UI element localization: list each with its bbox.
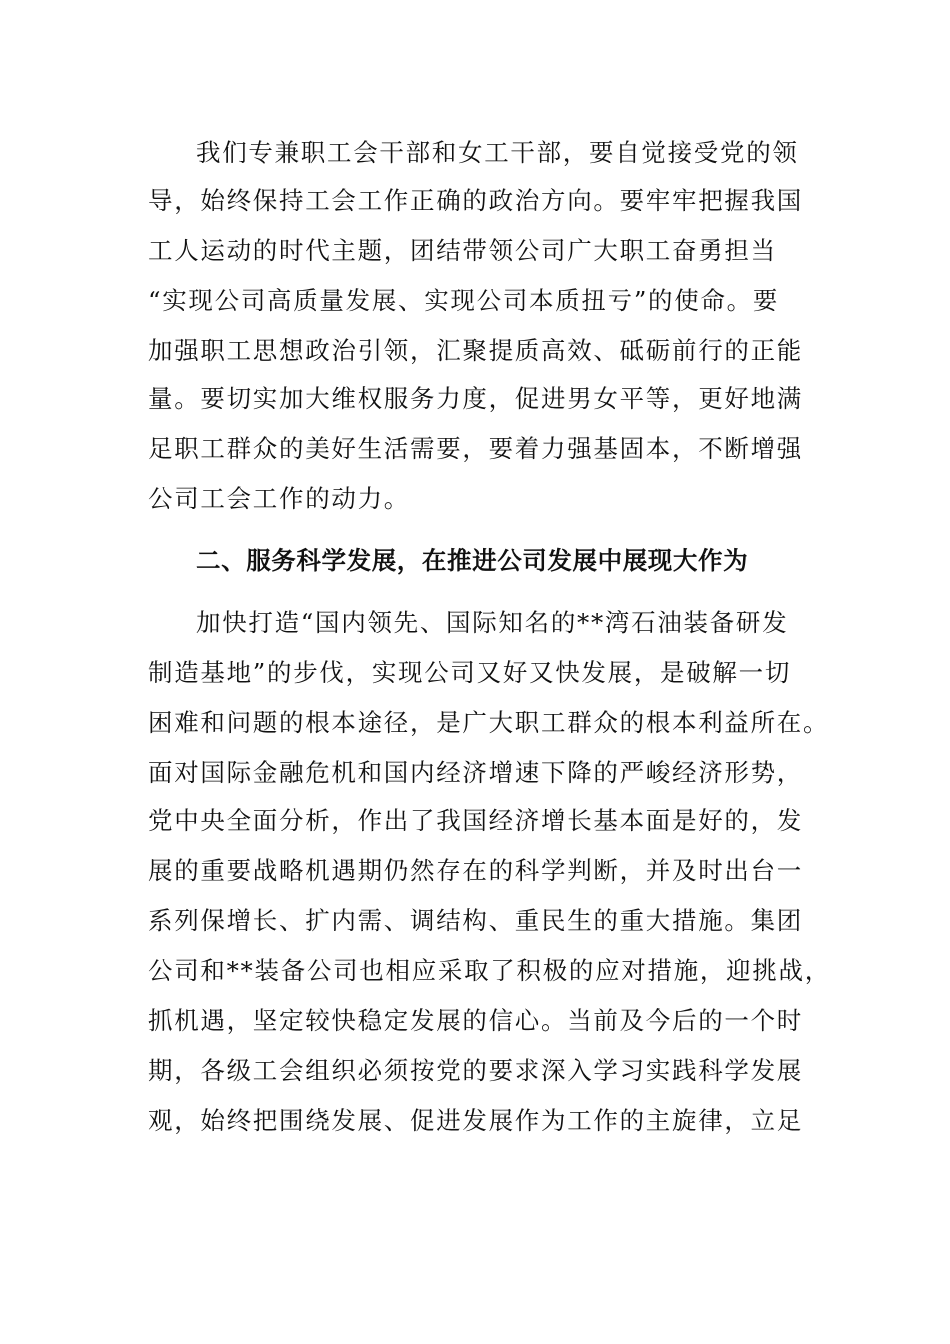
paragraph-2-line-5: 党中央全面分析，作出了我国经济增长基本面是好的，发 bbox=[148, 806, 803, 835]
paragraph-1-line-6: 量。要切实加大维权服务力度，促进男女平等，更好地满 bbox=[148, 384, 803, 413]
paragraph-2-line-8: 公司和**装备公司也相应采取了积极的应对措施，迎挑战， bbox=[148, 956, 831, 985]
paragraph-1-line-2: 导，始终保持工会工作正确的政治方向。要牢牢把握我国 bbox=[148, 186, 803, 215]
paragraph-2-line-3: 困难和问题的根本途径，是广大职工群众的根本利益所在。 bbox=[148, 708, 830, 737]
paragraph-2-line-2: 制造基地”的步伐，实现公司又好又快发展，是破解一切 bbox=[148, 658, 792, 687]
paragraph-1-line-1: 我们专兼职工会干部和女工干部，要自觉接受党的领 bbox=[196, 138, 799, 167]
paragraph-1-line-3: 工人运动的时代主题，团结带领公司广大职工奋勇担当 bbox=[148, 236, 777, 265]
paragraph-2-line-11: 观，始终把围绕发展、促进发展作为工作的主旋律，立足 bbox=[148, 1106, 803, 1135]
paragraph-2-line-4: 面对国际金融危机和国内经济增速下降的严峻经济形势， bbox=[148, 758, 803, 787]
paragraph-1-line-4: “实现公司高质量发展、实现公司本质扭亏”的使命。要 bbox=[148, 286, 780, 315]
paragraph-2-line-10: 期，各级工会组织必须按党的要求深入学习实践科学发展 bbox=[148, 1056, 803, 1085]
paragraph-1-line-7: 足职工群众的美好生活需要，要着力强基固本，不断增强 bbox=[148, 434, 803, 463]
paragraph-2-line-9: 抓机遇，坚定较快稳定发展的信心。当前及今后的一个时 bbox=[148, 1006, 803, 1035]
paragraph-1-line-5: 加强职工思想政治引领，汇聚提质高效、砥砺前行的正能 bbox=[148, 336, 803, 365]
paragraph-2-line-1: 加快打造“国内领先、国际知名的**湾石油装备研发 bbox=[196, 608, 789, 637]
paragraph-2-line-6: 展的重要战略机遇期仍然存在的科学判断，并及时出台一 bbox=[148, 856, 803, 885]
paragraph-1-line-8: 公司工会工作的动力。 bbox=[148, 484, 410, 513]
section-heading: 二、服务科学发展，在推进公司发展中展现大作为 bbox=[196, 546, 749, 575]
paragraph-2-line-7: 系列保增长、扩内需、调结构、重民生的重大措施。集团 bbox=[148, 906, 803, 935]
